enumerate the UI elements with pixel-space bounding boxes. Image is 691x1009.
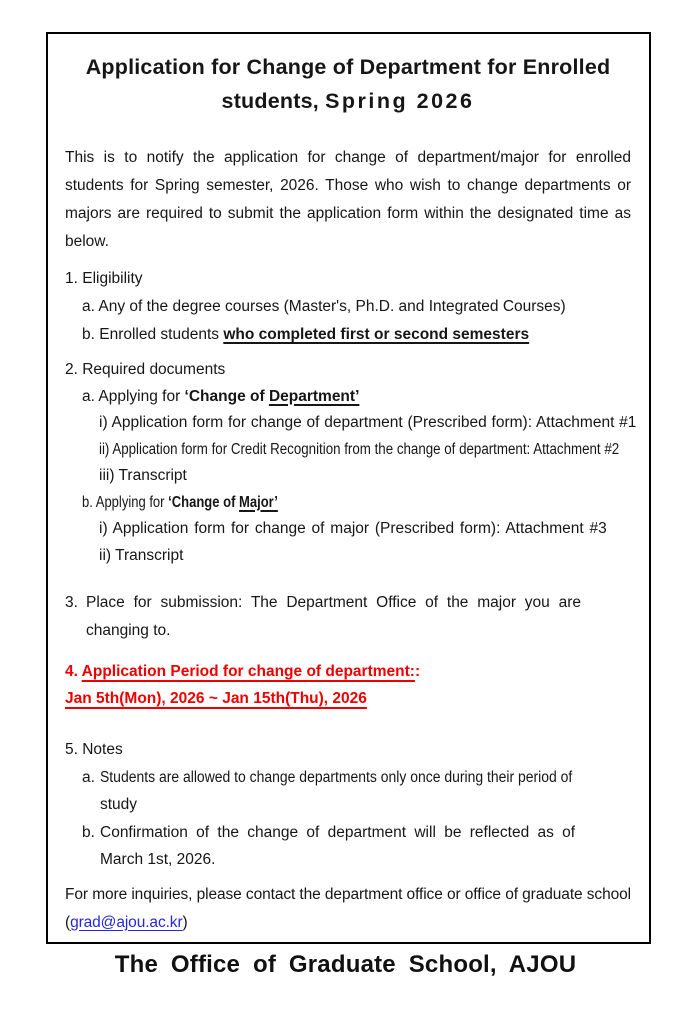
item-b-pre: b. Applying for <box>82 493 169 511</box>
title-line-1: Application for Change of Department for Enrolled <box>85 55 611 79</box>
section-3-number: 3. <box>65 594 78 611</box>
eligibility-item-b <box>82 321 631 349</box>
section-eligibility <box>65 265 631 349</box>
notes-a-text <box>100 764 625 819</box>
item-b-wrap <box>82 490 278 517</box>
notes-a-line-2: study <box>100 796 138 813</box>
section-place-of-submission <box>65 589 631 645</box>
section-3-text <box>86 589 581 645</box>
required-docs-a-ii <box>99 437 631 464</box>
application-period-underlined: Application Period for change of department: <box>81 663 415 680</box>
required-docs-a-iii: iii) Transcript <box>99 467 187 484</box>
required-docs-item-a <box>82 384 631 411</box>
notes-item-b <box>82 819 631 874</box>
contact-paragraph <box>65 881 631 937</box>
title-line-2-pre: students, <box>221 89 326 113</box>
required-docs-a-ii-text: ii) Application form for Credit Recognition from the change of department: Attachment #2 <box>99 440 620 458</box>
document-title <box>65 50 631 118</box>
item-a-bold: ‘Change of <box>184 387 269 405</box>
item-b-bold-underline: Major’ <box>239 493 278 511</box>
required-docs-b-i: i) Application form for change of major (Prescribed form): Attachment #3 <box>99 520 607 537</box>
eligibility-item-b-emphasis: who completed first or second semesters <box>223 326 530 343</box>
section-application-period <box>65 658 631 712</box>
notes-a-number: a. <box>82 768 95 786</box>
eligibility-item-b-pre: b. Enrolled students <box>82 326 224 343</box>
notes-b-number: b. <box>82 823 95 841</box>
section-3-line-2: changing to. <box>86 622 171 639</box>
title-line-2 <box>65 84 631 118</box>
notes-b-text <box>100 819 575 874</box>
notice-box <box>46 32 651 944</box>
contact-text-pre: For more inquiries, please contact the department office or office of graduate school ( <box>65 885 631 931</box>
intro-paragraph: This is to notify the application for change of department/major for enrolled students for Spring semester, 2026. Those who wish to change departments or majors are required to submit the application form within the designated time as below. <box>65 149 631 250</box>
notes-b-line-2: March 1st, 2026. <box>100 851 216 868</box>
notes-b-line-1: Confirmation of the change of department will be reflected as of <box>100 823 576 841</box>
required-docs-item-b <box>82 490 631 517</box>
eligibility-item-a: a. Any of the degree courses (Master's, Ph.D. and Integrated Courses) <box>82 298 566 315</box>
footer-signature: The Office of Graduate School, AJOU <box>114 951 577 978</box>
section-required-documents <box>65 357 637 569</box>
section-2-heading: 2. Required documents <box>65 361 226 378</box>
application-period-dates <box>65 685 631 712</box>
section-4-number: 4. <box>65 663 82 680</box>
item-b-bold: ‘Change of <box>168 493 240 511</box>
section-3-line-1: Place for submission: The Department Office of the major you are <box>86 594 581 611</box>
required-docs-a-i: i) Application form for change of department (Prescribed form): Attachment #1 <box>99 414 637 431</box>
email-link[interactable]: grad@ajou.ac.kr <box>70 913 183 931</box>
contact-text-post: ) <box>182 913 188 931</box>
section-5-heading: 5. Notes <box>65 741 123 758</box>
section-1-heading: 1. Eligibility <box>65 270 143 287</box>
application-period-tail-colon: : <box>414 663 421 680</box>
item-a-pre: a. Applying for <box>82 387 185 405</box>
title-line-2-semester: Spring 2026 <box>325 89 475 113</box>
notes-item-a <box>82 764 631 819</box>
item-a-bold-underline: Department’ <box>268 387 360 405</box>
application-period-heading <box>65 658 631 685</box>
notes-a-line-1 <box>100 764 625 792</box>
section-notes <box>65 736 631 874</box>
required-docs-b-ii: ii) Transcript <box>99 546 184 564</box>
notes-a-line-1-text: Students are allowed to change departments only once during their period of <box>100 768 573 786</box>
application-period-dates-text: Jan 5th(Mon), 2026 ~ Jan 15th(Thu), 2026 <box>65 690 367 707</box>
